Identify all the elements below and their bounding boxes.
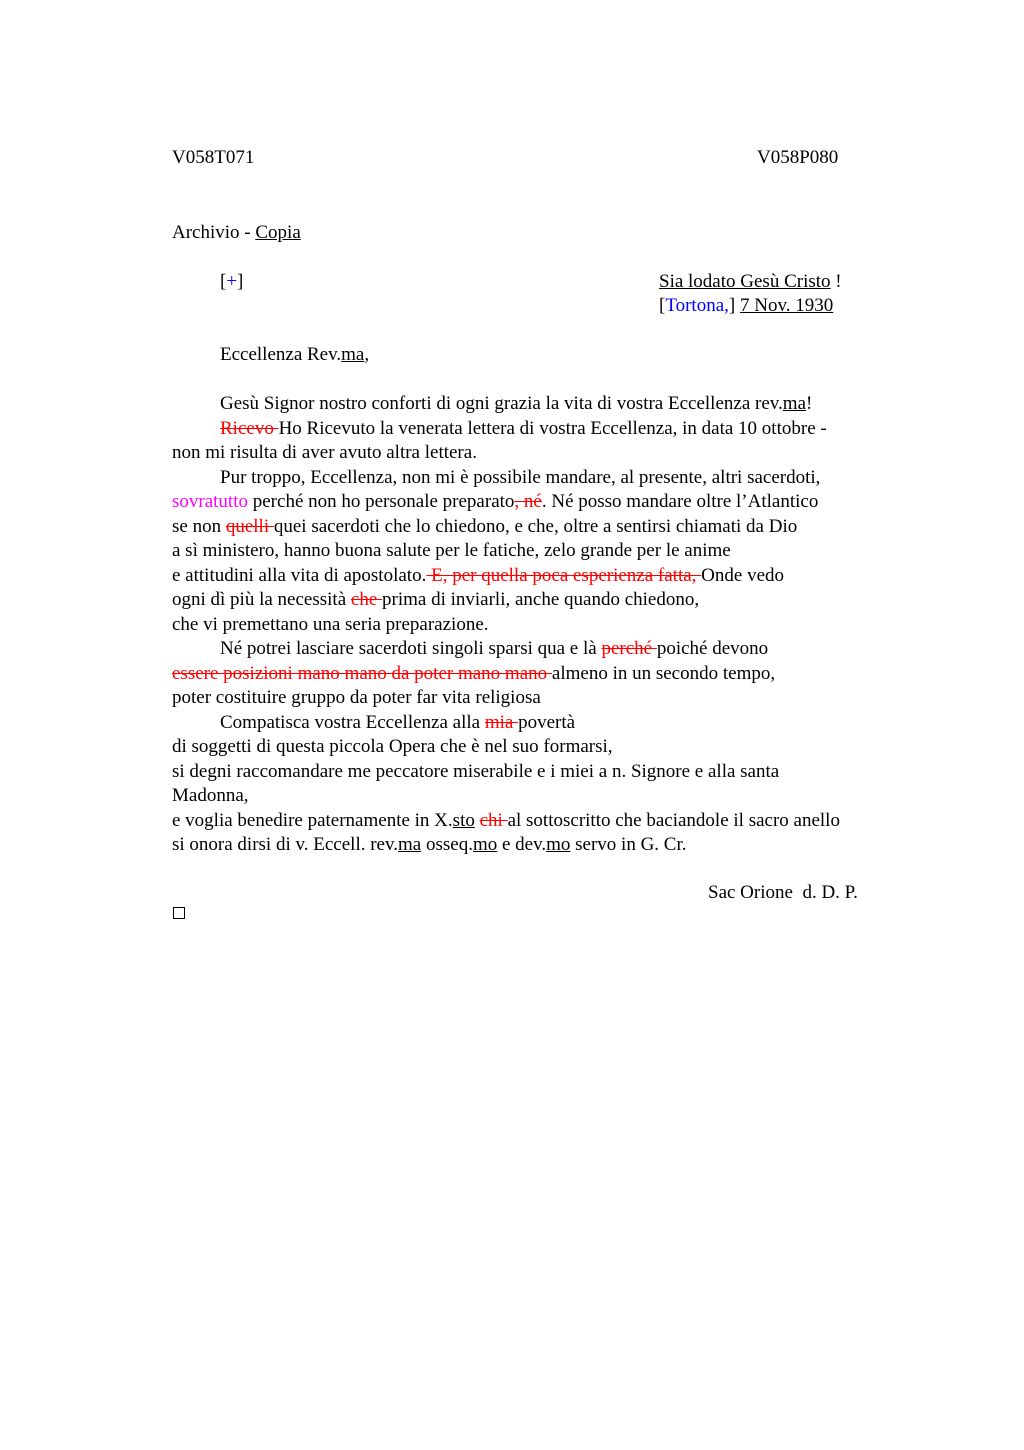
cross-mark: [+] [220, 271, 244, 292]
signature: Sac Orione d. D. P. [708, 882, 858, 903]
deleted-text: mia [484, 711, 519, 733]
deleted-text: quelli [225, 515, 274, 537]
body-line: poter costituire gruppo da poter far vita religiosa [172, 687, 541, 708]
praise-text: Sia lodato Gesù Cristo [659, 271, 831, 292]
letter-body [172, 392, 932, 858]
archive-line [172, 221, 301, 246]
body-line: si onora dirsi di v. Eccell. rev.ma osseq.mo e dev.mo servo in G. Cr. [172, 834, 687, 855]
letter-date: 7 Nov. 1930 [739, 295, 834, 316]
deleted-text: che [350, 589, 383, 610]
body-line: a sì ministero, hanno buona salute per le fatiche, zelo grande per le anime [172, 540, 731, 561]
body-line: di soggetti di questa piccola Opera che è nel suo formarsi, [172, 736, 613, 757]
deleted-text: Ricevo [220, 417, 279, 439]
body-line: Pur troppo, Eccellenza, non mi è possibile mandare, al presente, altri sacerdoti, [220, 466, 821, 488]
body-line: Né potrei lasciare sacerdoti singoli sparsi qua e là perché poiché devono [220, 638, 769, 659]
end-square-icon [173, 907, 185, 919]
body-line: e voglia benedire paternamente in X.sto chi al sottoscritto che baciandole il sacro anello [172, 809, 840, 831]
body-line: e attitudini alla vita di apostolato. E, per quella poca esperienza fatta, Onde vedo [172, 564, 785, 586]
body-line: se non quelli quei sacerdoti che lo chiedono, e che, oltre a sentirsi chiamati da Dio [172, 515, 798, 537]
archive-label: Archivio - [172, 222, 256, 243]
body-line: Gesù Signor nostro conforti di ogni grazia la vita di vostra Eccellenza rev.ma! [220, 393, 813, 414]
salutation: Eccellenza Rev.ma, [220, 344, 370, 365]
document-code-left: V058T071 [172, 147, 255, 168]
deleted-text: essere posizioni mano mano da poter mano mano [172, 662, 552, 684]
deleted-text: E, per quella poca esperienza fatta, [426, 564, 702, 586]
place-name: Tortona, [665, 295, 729, 316]
body-line: Madonna, [172, 785, 249, 806]
document-code-right: V058P080 [757, 147, 839, 168]
body-line: Compatisca vostra Eccellenza alla mia povertà [220, 711, 576, 733]
deleted-text: perché [601, 638, 657, 659]
body-line: Ricevo Ho Ricevuto la venerata lettera di vostra Eccellenza, in data 10 ottobre - [220, 417, 827, 439]
place-date-line: [Tortona,] 7 Nov. 1930 [659, 295, 834, 316]
highlighted-text: sovratutto [172, 491, 248, 512]
body-line: non mi risulta di aver avuto altra lettera. [172, 442, 477, 463]
body-line: che vi premettano una seria preparazione. [172, 613, 489, 635]
deleted-text: chi [479, 809, 508, 831]
body-line: essere posizioni mano mano da poter mano mano almeno in un secondo tempo, [172, 662, 776, 684]
praise-line: Sia lodato Gesù Cristo ! [659, 271, 842, 292]
archive-copy: Copia [255, 222, 301, 243]
body-line: sovratutto perché non ho personale preparato, né. Né posso mandare oltre l’Atlantico [172, 491, 819, 512]
body-line: ogni dì più la necessità che prima di inviarli, anche quando chiedono, [172, 589, 700, 610]
body-line: si degni raccomandare me peccatore miserabile e i miei a n. Signore e alla santa [172, 760, 780, 782]
deleted-text: , né [514, 491, 542, 512]
